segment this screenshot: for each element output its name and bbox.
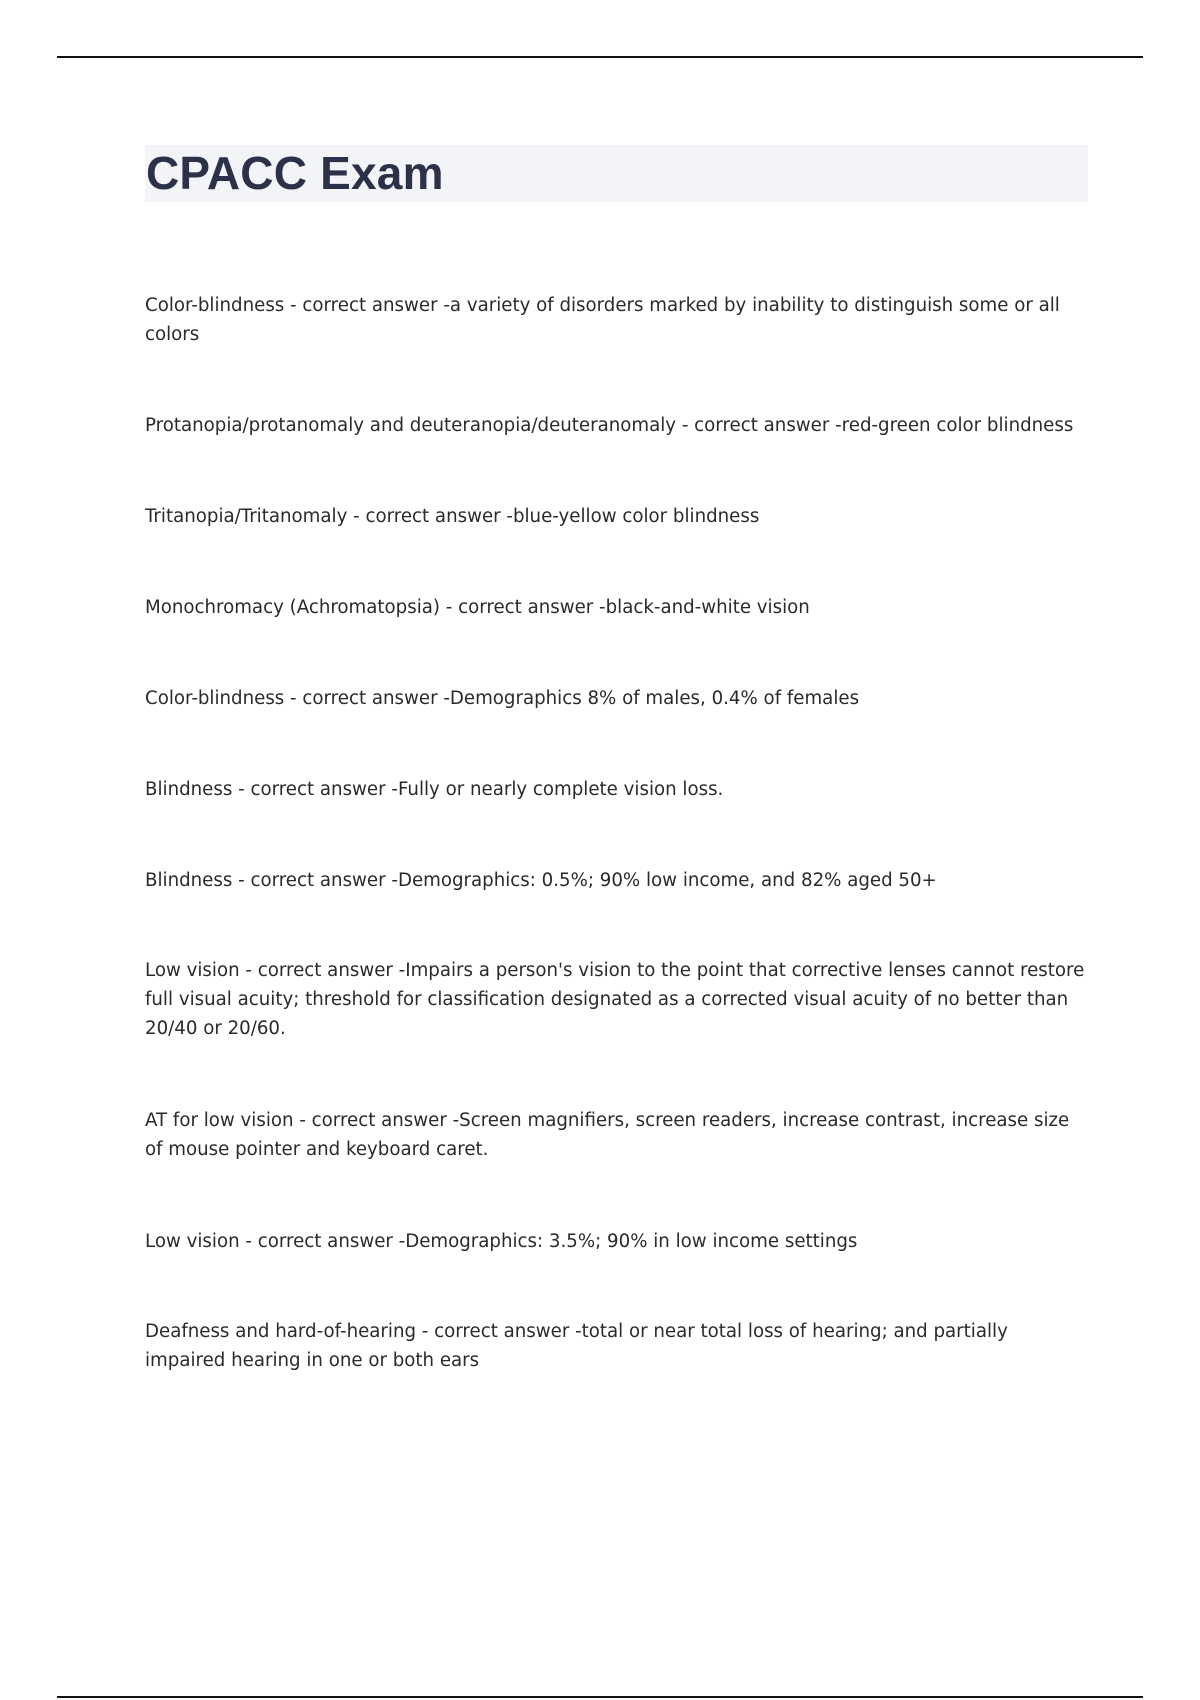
qa-item: Color-blindness - correct answer -a variety of disorders marked by inability to distinguish some or all colors: [145, 295, 1060, 345]
qa-item: Blindness - correct answer -Demographics: 0.5%; 90% low income, and 82% aged 50+: [145, 870, 937, 891]
qa-item: Deafness and hard-of-hearing - correct answer -total or near total loss of hearing; and partially impaired hearing in one or both ears: [145, 1321, 1008, 1371]
qa-item: Tritanopia/Tritanomaly - correct answer -blue-yellow color blindness: [145, 506, 760, 527]
qa-item: Blindness - correct answer -Fully or nearly complete vision loss.: [145, 779, 724, 800]
qa-item: Low vision - correct answer -Impairs a person's vision to the point that corrective lenses cannot restore full visual acuity; threshold for classification designated as a corrected visual acuity of no better than 20/40 or 20/60.: [145, 960, 1085, 1039]
qa-item: Low vision - correct answer -Demographics: 3.5%; 90% in low income settings: [145, 1231, 858, 1252]
qa-item: Protanopia/protanomaly and deuteranopia/deuteranomaly - correct answer -red-green color blindness: [145, 415, 1074, 436]
page-title: CPACC Exam: [146, 147, 444, 199]
qa-item: AT for low vision - correct answer -Screen magnifiers, screen readers, increase contrast, increase size of mouse pointer and keyboard caret.: [145, 1110, 1070, 1160]
qa-item: Monochromacy (Achromatopsia) - correct answer -black-and-white vision: [145, 597, 810, 618]
top-rule: [57, 56, 1143, 58]
bottom-rule: [57, 1696, 1143, 1698]
qa-item: Color-blindness - correct answer -Demographics 8% of males, 0.4% of females: [145, 688, 860, 709]
